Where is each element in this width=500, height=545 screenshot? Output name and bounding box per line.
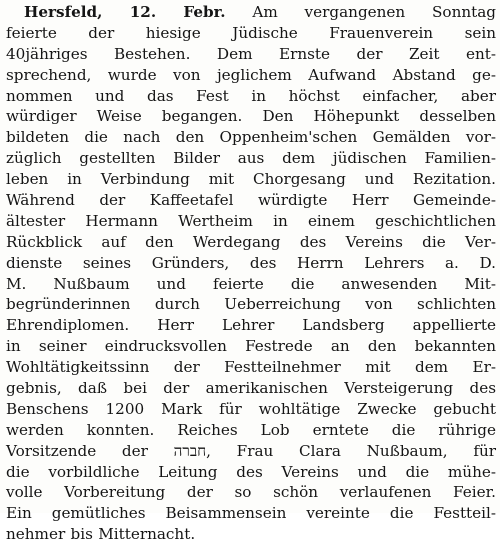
article-line: Ehrendiplomen. Herr Lehrer Landsberg appellierte (6, 316, 496, 335)
article-line: Rückblick auf den Werdegang des Vereins die Ver- (6, 232, 496, 251)
article-line: dienste seines Gründers, des Herrn Lehrers a. D. (6, 253, 496, 272)
article-line: volle Vorbereitung der so schön verlaufenen Feier. (6, 483, 496, 502)
article-line: Während der Kaffeetafel würdigte Herr Gemeinde- (6, 191, 496, 210)
article-line: begründerinnen durch Ueberreichung von schlichten (6, 295, 496, 314)
article-line: Hersfeld, 12. Febr. Am vergangenen Sonntag (24, 3, 497, 21)
dateline: Hersfeld, 12. Febr. (24, 3, 226, 21)
article-line: nommen und das Fest in höchst einfacher, aber (6, 86, 496, 105)
article-line: die vorbildliche Leitung des Vereins und die mühe- (6, 462, 496, 481)
article-line: gebnis, daß bei der amerikanischen Versteigerung des (6, 379, 496, 398)
article-line: bildeten die nach den Oppenheim'schen Gemälden vor- (6, 128, 496, 147)
article-body (6, 2, 496, 545)
article-line: nehmer bis Mitternacht. (6, 525, 196, 544)
article-line: züglich gestellten Bilder aus dem jüdischen Familien- (6, 149, 496, 168)
article-line: sprechend, wurde von jeglichem Aufwand Abstand ge- (6, 65, 496, 84)
article-line: ältester Hermann Wertheim in einem geschichtlichen (6, 211, 496, 230)
article-line: Vorsitzende der חברה, Frau Clara Nußbaum, für (6, 441, 496, 460)
article-line: M. Nußbaum und feierte die anwesenden Mit- (6, 274, 496, 293)
article-line: Benschens 1200 Mark für wohltätige Zwecke gebucht (6, 399, 496, 418)
article-line: feierte der hiesige Jüdische Frauenverein sein (6, 23, 496, 42)
article-line: Ein gemütliches Beisammensein vereinte die Festteil- (6, 504, 496, 523)
article-line: leben in Verbindung mit Chorgesang und Rezitation. (6, 170, 496, 189)
article-line: in seiner eindrucksvollen Festrede an den bekannten (6, 337, 496, 356)
article-line: werden konnten. Reiches Lob erntete die rührige (6, 420, 496, 439)
article-line: 40jähriges Bestehen. Dem Ernste der Zeit ent- (6, 44, 496, 63)
article-line: Wohltätigkeitssinn der Festteilnehmer mit dem Er- (6, 358, 496, 377)
article-line: würdiger Weise begangen. Den Höhepunkt desselben (6, 107, 496, 126)
